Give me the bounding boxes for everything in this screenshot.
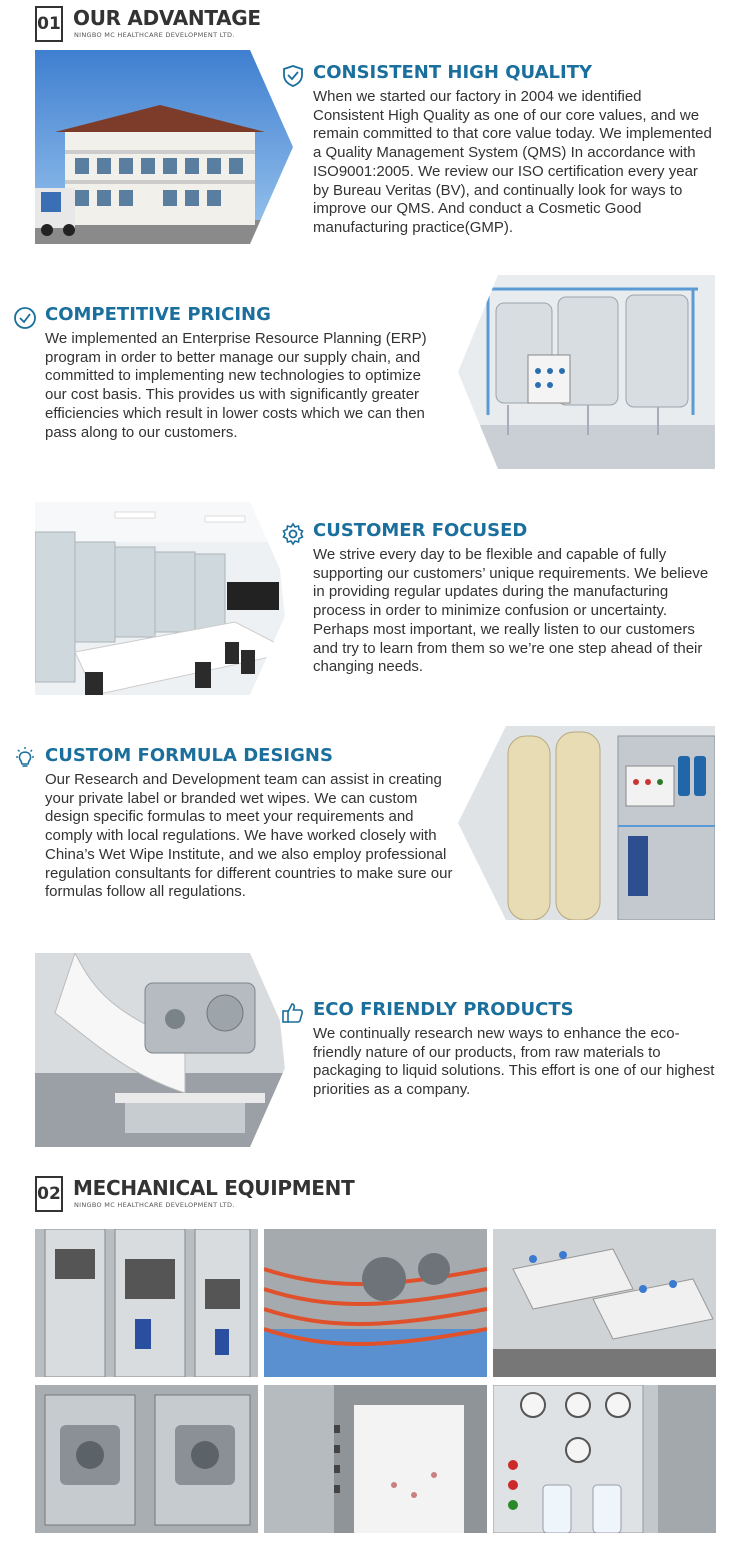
lightbulb-icon <box>13 746 37 770</box>
section-title: OUR ADVANTAGE <box>73 6 261 30</box>
section-number: 01 <box>35 6 63 42</box>
section-subtitle: NINGBO MC HEALTHCARE DEVELOPMENT LTD. <box>74 1201 235 1209</box>
water-treatment-photo <box>458 726 715 920</box>
advantage-text-eco: We continually research new ways to enhance the eco-friendly nature of our products, from raw materials to packaging to liquid solutions. This effort is one of our highest priorities as a company. <box>313 1025 715 1099</box>
advantage-title-eco: ECO FRIENDLY PRODUCTS <box>313 999 574 1020</box>
advantage-title-customer: CUSTOMER FOCUSED <box>313 520 528 541</box>
meeting-room-photo <box>35 502 293 695</box>
section-subtitle: NINGBO MC HEALTHCARE DEVELOPMENT LTD. <box>74 31 235 39</box>
section-number: 02 <box>35 1176 63 1212</box>
advantage-text-pricing: We implemented an Enterprise Resource Planning (ERP) program in order to better manage our supply chain, and committed to implementing new technologies to optimize our cost basis. This provides us with significantly greater efficiencies which result in lower costs which we can then pass along to our customers. <box>45 330 427 441</box>
equipment-photo-4 <box>35 1385 258 1533</box>
advantage-text-formula: Our Research and Development team can assist in creating your private label or branded wet wipes. We can custom design specific formulas to meet your requirements and comply with local regulations. We have worked closely with China’s Wet Wipe Institute, and we also employ professional regulation consultants for different countries to make sure our formulas follow all regulations. <box>45 771 453 901</box>
advantage-text-quality: When we started our factory in 2004 we identified Consistent High Quality as one of our core values, and we remain committed to that core value today. We implemented a Quality Management System (QMS) In accordance with ISO9001:2005. We review our ISO certification every year by Bureau Veritas (BV), and continually look for ways to improve our QMS. And conduct a Cosmetic Good manufacturing practice(GMP). <box>313 88 712 236</box>
section-title: MECHANICAL EQUIPMENT <box>73 1176 355 1200</box>
gear-icon <box>281 522 305 546</box>
advantage-title-formula: CUSTOM FORMULA DESIGNS <box>45 745 333 766</box>
advantage-title-pricing: COMPETITIVE PRICING <box>45 304 271 325</box>
equipment-photo-3 <box>493 1229 716 1377</box>
wipe-machine-photo <box>35 953 293 1147</box>
mixing-tanks-photo <box>458 275 715 469</box>
circle-check-icon <box>13 306 37 330</box>
equipment-photo-1 <box>35 1229 258 1377</box>
equipment-photo-6 <box>493 1385 716 1533</box>
advantage-text-customer: We strive every day to be flexible and capable of fully supporting our customers’ unique requirements. We believe in providing regular updates during the manufacturing process in order to minimize confusion or uncertainty. Perhaps most important, we really listen to our customers and try to learn from them so we’re one step ahead of their changing needs. <box>313 546 709 676</box>
thumbs-up-icon <box>281 1001 305 1025</box>
shield-check-icon <box>281 64 305 88</box>
advantage-title-quality: CONSISTENT HIGH QUALITY <box>313 62 593 83</box>
factory-building-photo <box>35 50 293 244</box>
equipment-photo-2 <box>264 1229 487 1377</box>
equipment-photo-5 <box>264 1385 487 1533</box>
